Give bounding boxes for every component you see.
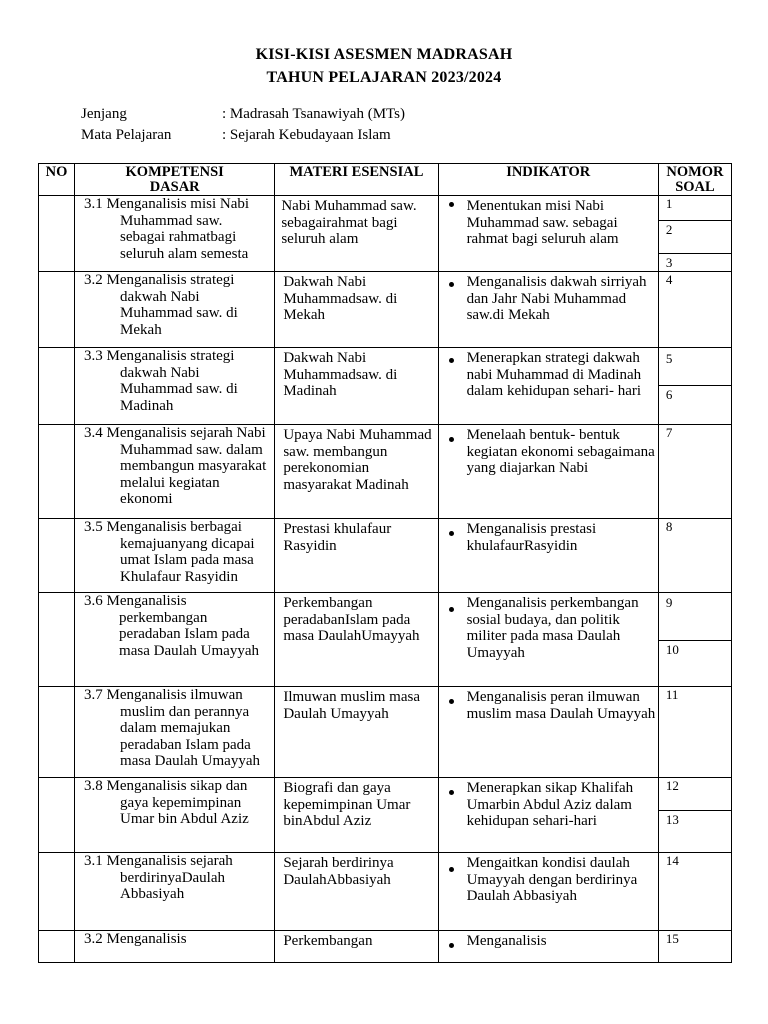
bullet-icon xyxy=(449,437,454,442)
cell-no xyxy=(39,272,75,348)
cell-nomor-soal xyxy=(658,593,731,687)
jenjang-value: : Madrasah Tsanawiyah (MTs) xyxy=(222,106,405,122)
soal-number: 1 xyxy=(659,196,731,221)
soal-number: 4 xyxy=(665,272,673,287)
cell-indikator: Menganalisis xyxy=(438,931,658,963)
cell-no xyxy=(39,778,75,853)
cell-indikator: Menelaah bentuk- bentuk kegiatan ekonomi sebagaimana yang diajarkan Nabi xyxy=(438,425,658,519)
cell-kompetensi-dasar: 3.4 Menganalisis sejarah Nabi Muhammad saw. dalam membangun masyarakat melalui kegiatan ekonomi xyxy=(75,425,275,519)
soal-number: 2 xyxy=(659,221,731,254)
soal-number: 14 xyxy=(665,853,679,868)
bullet-icon xyxy=(449,607,454,612)
cell-materi: Nabi Muhammad saw. sebagairahmat bagi seluruh alam xyxy=(275,196,438,272)
table-row xyxy=(39,687,732,778)
cell-kompetensi-dasar: 3.1 Menganalisis sejarah berdirinyaDaulah Abbasiyah xyxy=(75,853,275,931)
cell-nomor-soal xyxy=(658,425,731,519)
soal-number: 7 xyxy=(665,425,673,440)
cell-kompetensi-dasar: 3.8 Menganalisis sikap dan gaya kepemimpinan Umar bin Abdul Aziz xyxy=(75,778,275,853)
cell-materi: Biografi dan gaya kepemimpinan Umar binAbdul Aziz xyxy=(275,778,438,853)
table-row xyxy=(39,519,732,593)
table-row xyxy=(39,425,732,519)
jenjang-label: Jenjang xyxy=(81,106,127,122)
header-materi-esensial: MATERI ESENSIAL xyxy=(275,164,438,196)
cell-materi: Perkembangan peradabanIslam pada masa DaulahUmayyah xyxy=(275,593,438,687)
soal-number: 10 xyxy=(665,642,679,657)
soal-number: 5 xyxy=(659,348,731,386)
bullet-icon xyxy=(449,699,454,704)
cell-kompetensi-dasar: 3.6 Menganalisis perkembangan peradaban Islam pada masa Daulah Umayyah xyxy=(75,593,275,687)
cell-indikator: Menganalisis peran ilmuwan muslim masa Daulah Umayyah xyxy=(438,687,658,778)
cell-no xyxy=(39,348,75,425)
document-title: KISI-KISI ASESMEN MADRASAH xyxy=(255,46,513,63)
cell-materi: Prestasi khulafaur Rasyidin xyxy=(275,519,438,593)
header-nomor-soal: NOMOR SOAL xyxy=(658,164,731,196)
soal-number: 12 xyxy=(659,778,731,811)
cell-kompetensi-dasar: 3.7 Menganalisis ilmuwan muslim dan perannya dalam memajukan peradaban Islam pada masa Daulah Umayyah xyxy=(75,687,275,778)
table-row xyxy=(39,348,732,425)
cell-nomor-soal xyxy=(658,687,731,778)
soal-number: 3 xyxy=(665,255,673,270)
cell-no xyxy=(39,519,75,593)
bullet-icon xyxy=(449,531,454,536)
mapel-value: : Sejarah Kebudayaan Islam xyxy=(222,127,391,143)
soal-number: 6 xyxy=(665,387,673,402)
cell-materi: Perkembangan xyxy=(275,931,438,963)
cell-materi: Ilmuwan muslim masa Daulah Umayyah xyxy=(275,687,438,778)
kisi-kisi-table xyxy=(38,163,732,963)
cell-indikator: Menganalisis perkembangan sosial budaya, dan politik militer pada masa Daulah Umayyah xyxy=(438,593,658,687)
meta-jenjang xyxy=(81,106,405,123)
table-row xyxy=(39,196,732,272)
cell-no xyxy=(39,196,75,272)
table-row xyxy=(39,778,732,853)
cell-materi: Sejarah berdirinya DaulahAbbasiyah xyxy=(275,853,438,931)
cell-indikator: Menganalisis prestasi khulafaurRasyidin xyxy=(438,519,658,593)
cell-indikator: Menganalisis dakwah sirriyah dan Jahr Nabi Muhammad saw.di Mekah xyxy=(438,272,658,348)
cell-kompetensi-dasar: 3.3 Menganalisis strategi dakwah Nabi Muhammad saw. di Madinah xyxy=(75,348,275,425)
cell-materi: Dakwah Nabi Muhammadsaw. di Mekah xyxy=(275,272,438,348)
bullet-icon xyxy=(449,867,454,872)
bullet-icon xyxy=(449,282,454,287)
meta-mata-pelajaran xyxy=(81,127,391,144)
bullet-icon xyxy=(449,202,454,207)
document-subtitle: TAHUN PELAJARAN 2023/2024 xyxy=(266,69,502,86)
soal-number: 13 xyxy=(665,812,679,827)
cell-nomor-soal xyxy=(658,519,731,593)
bullet-icon xyxy=(449,358,454,363)
cell-no xyxy=(39,593,75,687)
cell-no xyxy=(39,853,75,931)
cell-no xyxy=(39,687,75,778)
soal-number: 8 xyxy=(665,519,673,534)
cell-kompetensi-dasar: 3.2 Menganalisis strategi dakwah Nabi Muhammad saw. di Mekah xyxy=(75,272,275,348)
cell-indikator: Menentukan misi Nabi Muhammad saw. sebagai rahmat bagi seluruh alam xyxy=(438,196,658,272)
cell-kompetensi-dasar: 3.1 Menganalisis misi Nabi Muhammad saw. sebagai rahmatbagi seluruh alam semesta xyxy=(75,196,275,272)
cell-nomor-soal xyxy=(658,931,731,963)
cell-nomor-soal xyxy=(658,348,731,425)
header-kompetensi-dasar: KOMPETENSI DASAR xyxy=(75,164,275,196)
bullet-icon xyxy=(449,943,454,948)
table-row xyxy=(39,931,732,963)
table-row xyxy=(39,853,732,931)
cell-kompetensi-dasar: 3.2 Menganalisis xyxy=(75,931,275,963)
cell-indikator: Mengaitkan kondisi daulah Umayyah dengan berdirinya Daulah Abbasiyah xyxy=(438,853,658,931)
bullet-icon xyxy=(449,790,454,795)
cell-no xyxy=(39,931,75,963)
cell-indikator: Menerapkan sikap Khalifah Umarbin Abdul Aziz dalam kehidupan sehari-hari xyxy=(438,778,658,853)
cell-nomor-soal xyxy=(658,853,731,931)
cell-indikator: Menerapkan strategi dakwah nabi Muhammad di Madinah dalam kehidupan sehari- hari xyxy=(438,348,658,425)
cell-nomor-soal xyxy=(658,778,731,853)
soal-number: 11 xyxy=(665,687,679,702)
cell-materi: Upaya Nabi Muhammad saw. membangun perekonomian masyarakat Madinah xyxy=(275,425,438,519)
header-indikator: INDIKATOR xyxy=(438,164,658,196)
cell-nomor-soal xyxy=(658,196,731,272)
soal-number: 15 xyxy=(665,931,679,946)
cell-kompetensi-dasar: 3.5 Menganalisis berbagai kemajuanyang dicapai umat Islam pada masa Khulafaur Rasyidin xyxy=(75,519,275,593)
table-row xyxy=(39,593,732,687)
table-row xyxy=(39,272,732,348)
cell-nomor-soal xyxy=(658,272,731,348)
cell-materi: Dakwah Nabi Muhammadsaw. di Madinah xyxy=(275,348,438,425)
header-no: NO xyxy=(39,164,75,196)
soal-number: 9 xyxy=(659,593,731,641)
cell-no xyxy=(39,425,75,519)
mapel-label: Mata Pelajaran xyxy=(81,127,172,143)
